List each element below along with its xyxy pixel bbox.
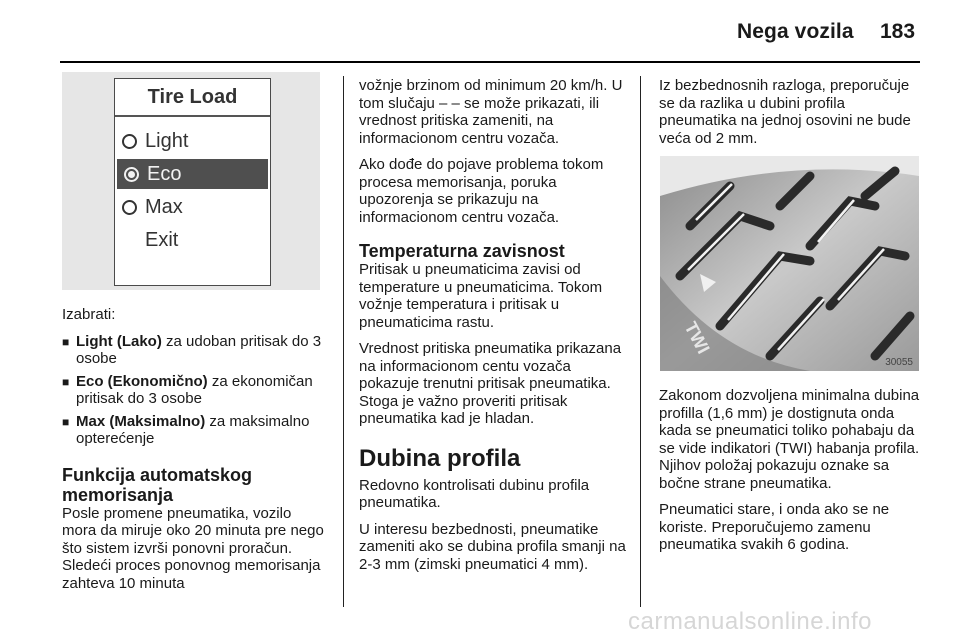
option-label: Exit (145, 228, 179, 251)
heading-tread-depth: Dubina profila (359, 444, 521, 472)
bullet-text: za maksimalno opterećenje (76, 412, 310, 447)
bullet-max (62, 413, 328, 448)
twi-marking: TWI (680, 318, 714, 358)
column-divider-2 (640, 76, 641, 607)
bullet-eco (62, 373, 328, 408)
tire-load-display (114, 78, 271, 286)
header-divider (60, 61, 920, 63)
page-number: 183 (880, 20, 916, 43)
display-divider (115, 115, 270, 117)
bullet-text: za udoban pritisak do 3 osobe (76, 332, 322, 367)
option-label: Light (145, 129, 189, 152)
radio-selected-icon (124, 167, 139, 182)
column-2 (359, 77, 627, 582)
bullet-text: za ekonomičan pritisak do 3 osobe (76, 372, 313, 407)
column-3 (659, 77, 923, 156)
option-exit (115, 225, 270, 255)
figure-number: 30055 (885, 357, 913, 368)
radio-unselected-icon (122, 134, 137, 149)
site-watermark: carmanualsonline.info (628, 608, 872, 635)
option-max (115, 192, 270, 222)
bullet-square-icon (62, 333, 76, 368)
column-3-lower (659, 387, 923, 563)
column-1 (62, 306, 328, 601)
display-title: Tire Load (147, 86, 238, 108)
option-light (115, 126, 270, 156)
paragraph-pressure-reading: Vrednost pritiska pneumatika prikazana na informacionom centu vozača pokazuje trenutni pritisak pneumatika. Stoga je važno proveriti pritisak pneumatika kad je hladan. (359, 340, 622, 427)
paragraph-memory-problem: Ako dođe do pojave problema tokom procesa memorisanja, poruka upozorenja se prikazuju na informacionom centru vozača. (359, 156, 604, 226)
option-label: Eco (147, 162, 182, 185)
page-section-title: Nega vozila (737, 20, 854, 43)
bullet-term: Light (Lako) (76, 332, 162, 350)
option-label: Max (145, 195, 183, 218)
heading-auto-memory: Funkcija automatskog memorisanja (62, 464, 253, 505)
paragraph-minimum-depth: Zakonom dozvoljena minimalna dubina profilla (1,6 mm) je dostignuta onda kada se pneumatici toliko pohabaju da se vide indikatori (TWI) habanja profila. Njihov položaj pokazuju oznake sa bočne strane pneumatika. (659, 387, 920, 492)
paragraph-check-tread: Redovno kontrolisati dubinu profila pneumatika. (359, 476, 590, 511)
column-divider-1 (343, 76, 344, 607)
intro-text: Izabrati: (62, 306, 116, 323)
radio-unselected-icon (122, 200, 137, 215)
paragraph-tire-age: Pneumatici stare, i onda ako se ne koriste. Preporučujemo zamenu pneumatika svakih 6 godina. (659, 501, 890, 553)
bullet-square-icon (62, 413, 76, 448)
paragraph-axle-difference: Iz bezbednosnih razloga, preporučuje se da razlika u dubini profila pneumatika na jednoj osovini ne bude veća od 2 mm. (659, 77, 911, 147)
bullet-term: Eco (Ekonomično) (76, 372, 208, 390)
paragraph-temperature: Pritisak u pneumaticima zavisi od temperature u pneumaticima. Tokom vožnje temperatura i pritisak u pneumaticima rastu. (359, 261, 603, 331)
option-eco-selected (117, 159, 268, 189)
bullet-term: Max (Maksimalno) (76, 412, 206, 430)
bullet-light (62, 333, 328, 368)
tire-load-figure (62, 72, 320, 290)
paragraph-replace-tires: U interesu bezbednosti, pneumatike zameniti ako se dubina profila smanji na 2-3 mm (zimski pneumatici 4 mm). (359, 520, 626, 573)
heading-temperature: Temperaturna zavisnost (359, 241, 565, 261)
tire-tread-figure (660, 156, 919, 371)
bullet-square-icon (62, 373, 76, 408)
tire-tread-illustration (660, 156, 919, 371)
paragraph-continued: vožnje brzinom od minimum 20 km/h. U tom slučaju – – se može prikazati, ili vrednost pritiska zameniti, na informacionom centru vozača. (359, 77, 623, 147)
paragraph-auto-memory: Posle promene pneumatika, vozilo mora da miruje oko 20 minuta pre nego što sistem izvrši ponovni proračun. Sledeći proces ponovnog memorisanja zahteva 10 minuta (62, 504, 324, 592)
